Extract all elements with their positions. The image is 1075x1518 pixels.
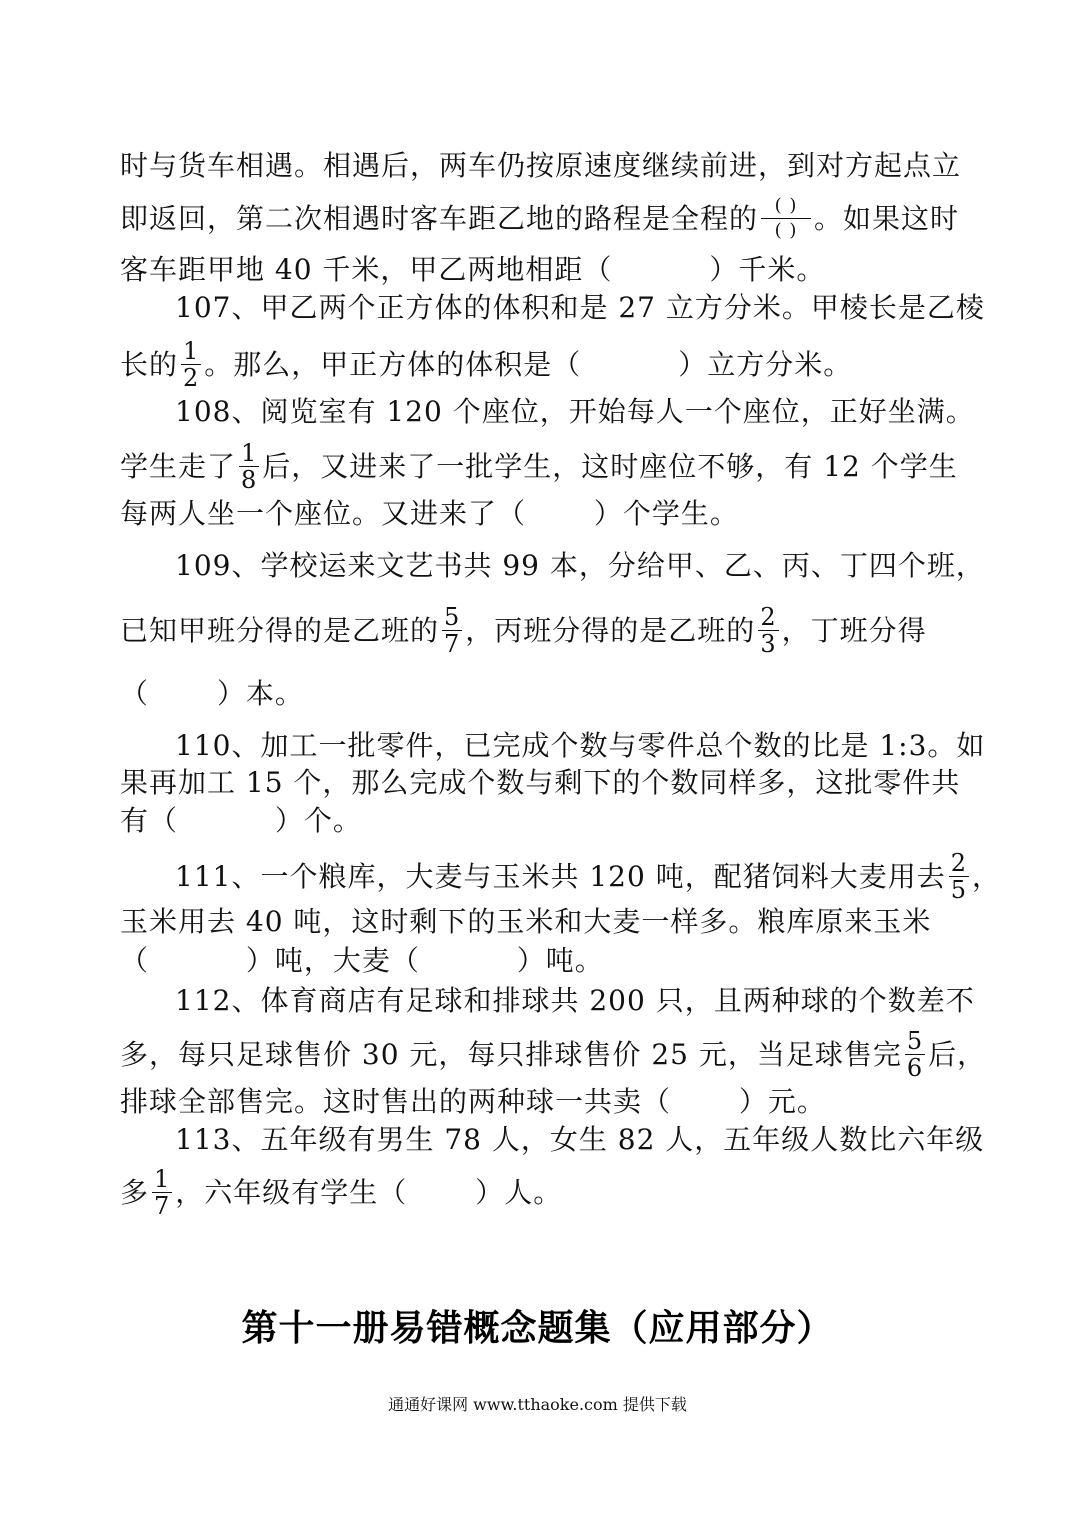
fraction-numerator: 2: [950, 849, 967, 877]
footer-credit: 通通好课网 www.tthaoke.com 提供下载: [388, 1395, 687, 1414]
question-111-line-2: 玉米用去 40 吨，这时剩下的玉米和大麦一样多。粮库原来玉米: [120, 905, 932, 938]
fraction: [949, 850, 969, 903]
question-107-line-2: [120, 337, 853, 393]
fraction: [905, 1028, 925, 1081]
fraction-numerator: 1: [241, 439, 258, 467]
question-111-line-1: [175, 849, 1001, 905]
question-108-line-1: 108、阅览室有 120 个座位，开始每人一个座位，正好坐满。: [175, 395, 975, 428]
text-segment: ，六年级有学生（ ）人。: [175, 1176, 563, 1209]
fraction: [152, 1166, 172, 1219]
text-segment: 后，又进来了一批学生，这时座位不够，有 12 个学生: [262, 450, 958, 483]
text-segment: ，: [971, 860, 1001, 893]
question-112-line-1: 112、体育商店有足球和排球共 200 只，且两种球的个数差不: [175, 984, 975, 1017]
question-113-line-2: [120, 1165, 563, 1221]
question-107-line-1: 107、甲乙两个正方体的体积和是 27 立方分米。甲棱长是乙棱: [175, 291, 985, 324]
question-110-line-3: 有（ ）个。: [120, 804, 362, 837]
text-segment: 111、一个粮库，大麦与玉米共 120 吨，配猪饲料大麦用去: [175, 860, 946, 893]
fraction: [239, 440, 259, 493]
blank-fraction: [761, 194, 811, 243]
question-112-line-2: [120, 1027, 987, 1083]
question-110-line-1: 110、加工一批零件，已完成个数与零件总个数的比是 1:3。如: [175, 729, 986, 762]
question-109-line-3: （ ）本。: [120, 677, 304, 710]
fraction: [181, 338, 201, 391]
fraction-numerator: 1: [154, 1165, 171, 1193]
fraction-denominator: 3: [760, 630, 777, 658]
fraction-denominator: 7: [154, 1192, 171, 1220]
fraction-numerator: 2: [760, 603, 777, 631]
text-segment: 已知甲班分得的是乙班的: [120, 614, 440, 647]
section-title: 第十一册易错概念题集（应用部分）: [241, 1308, 834, 1349]
text-segment: 多，每只足球售价 30 元，每只排球售价 25 元，当足球售完: [120, 1038, 902, 1071]
text-line-with-fraction: [120, 196, 959, 245]
text-segment: 。如果这时: [814, 202, 960, 235]
text-segment: ，丙班分得的是乙班的: [465, 614, 756, 647]
question-111-line-3: （ ）吨，大麦（ ）吨。: [120, 944, 604, 977]
text-line: 时与货车相遇。相遇后，两车仍按原速度继续前进，到对方起点立: [120, 149, 962, 182]
question-108-line-3: 每两人坐一个座位。又进来了（ ）个学生。: [120, 497, 739, 530]
text-segment: 即返回，第二次相遇时客车距乙地的路程是全程的: [120, 202, 759, 235]
fraction: [442, 604, 462, 657]
text-segment: 长的: [120, 348, 179, 381]
question-110-line-2: 果再加工 15 个，那么完成个数与剩下的个数同样多，这批零件共: [120, 766, 961, 799]
text-segment: 。那么，甲正方体的体积是（ ）立方分米。: [204, 348, 853, 381]
question-113-line-1: 113、五年级有男生 78 人，女生 82 人，五年级人数比六年级: [175, 1123, 985, 1156]
text-segment: 学生走了: [120, 450, 237, 483]
fraction: [758, 604, 778, 657]
fraction-denominator: 7: [444, 630, 461, 658]
fraction-numerator: ( ): [761, 194, 811, 219]
text-line: 客车距甲地 40 千米，甲乙两地相距（ ）千米。: [120, 253, 826, 286]
fraction-numerator: 5: [444, 603, 461, 631]
fraction-denominator: ( ): [774, 220, 798, 241]
question-108-line-2: [120, 439, 958, 495]
fraction-numerator: 1: [183, 337, 200, 365]
text-segment: 后，: [928, 1038, 987, 1071]
fraction-denominator: 5: [950, 876, 967, 904]
text-segment: 多: [120, 1176, 150, 1209]
fraction-denominator: 6: [906, 1054, 924, 1082]
question-109-line-1: 109、学校运来文艺书共 99 本，分给甲、乙、丙、丁四个班，: [175, 549, 985, 582]
fraction-denominator: 8: [241, 466, 258, 494]
fraction-denominator: 2: [183, 364, 200, 392]
text-segment: ，丁班分得: [781, 614, 927, 647]
question-112-line-3: 排球全部售完。这时售出的两种球一共卖（ ）元。: [120, 1085, 826, 1118]
fraction-numerator: 5: [906, 1027, 924, 1055]
question-109-line-2: [120, 603, 927, 659]
